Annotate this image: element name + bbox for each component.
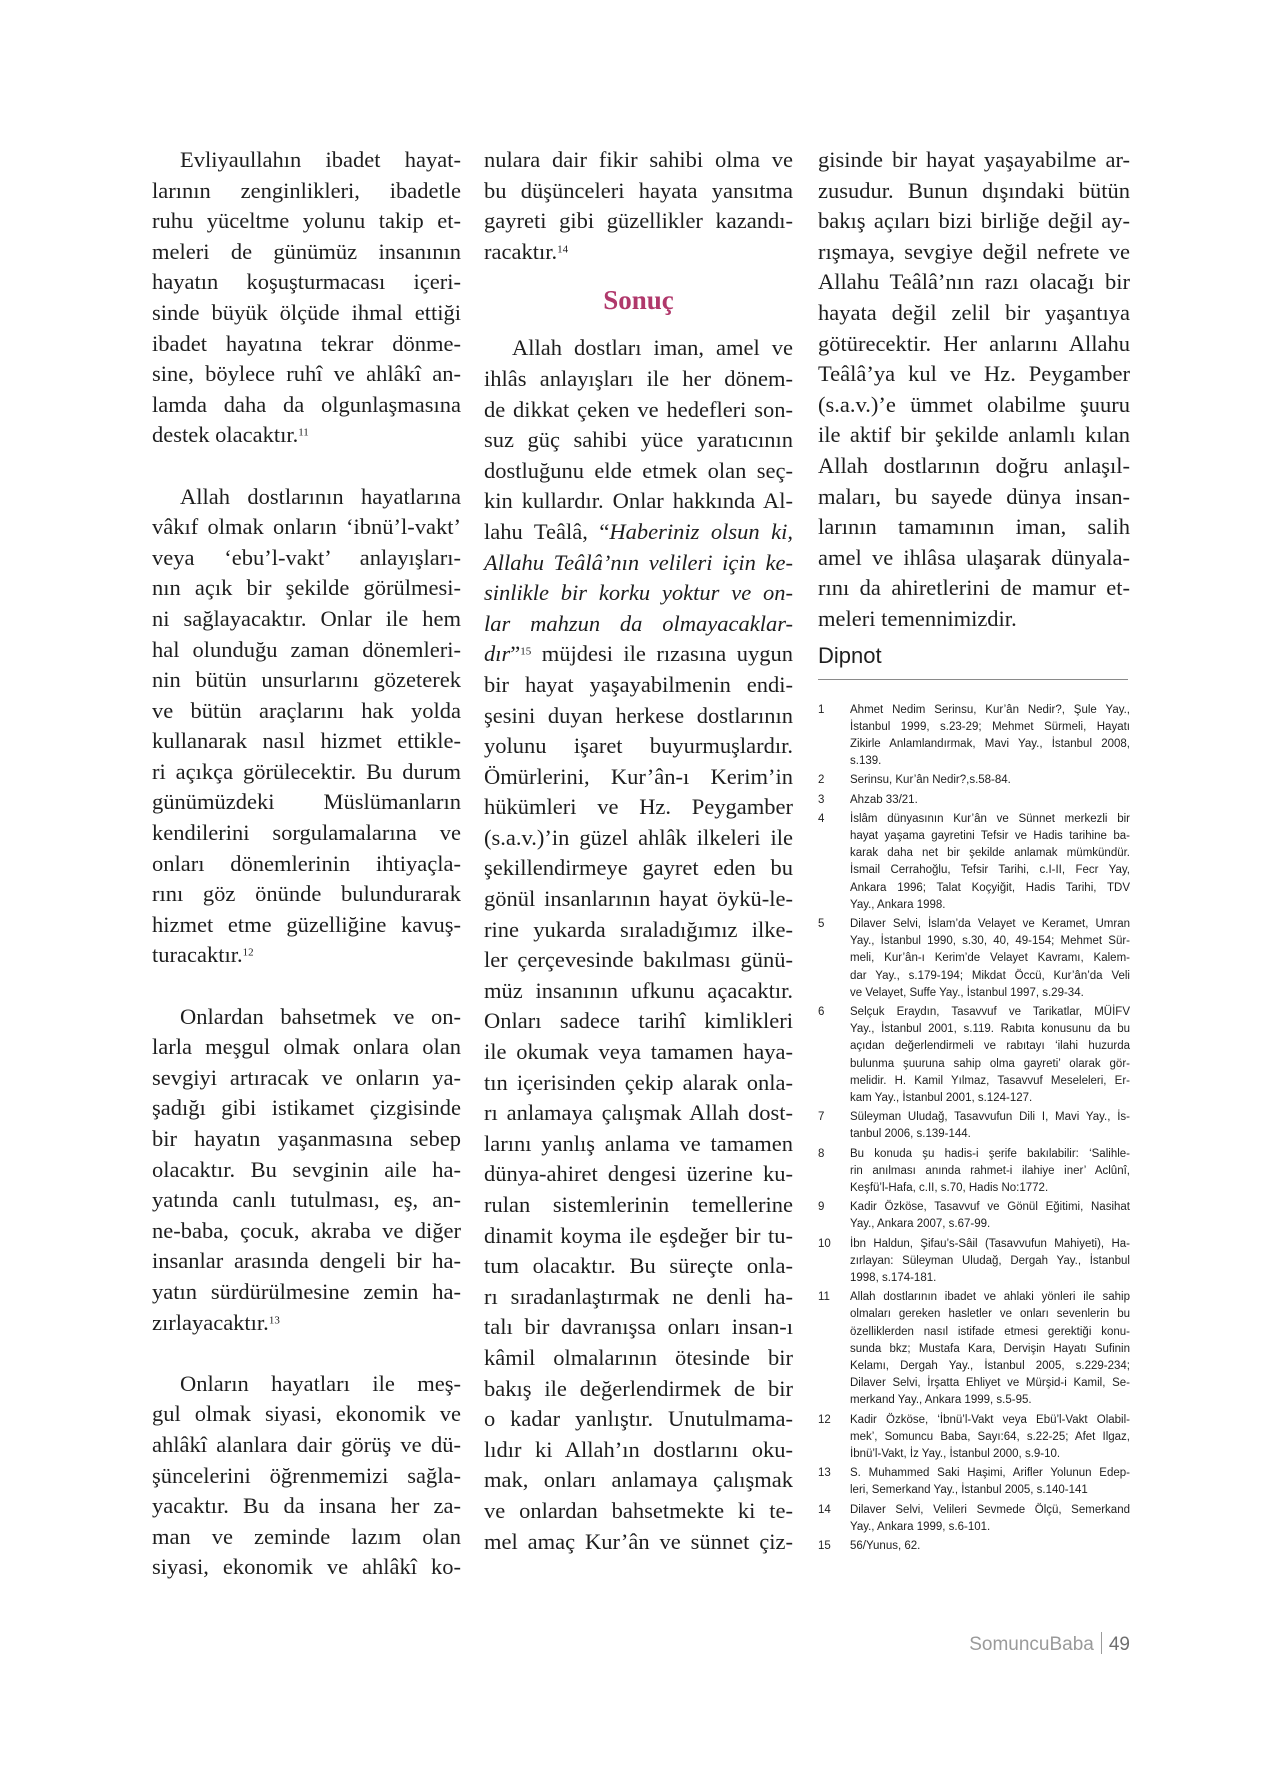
- footnote-number: 4: [818, 812, 825, 825]
- text-line: sinlikle bir korku yoktur ve on-: [484, 580, 793, 606]
- footnote: 7 Süleyman Uludağ, Tasavvufun Dili I, Mavi Yay., İs- tanbul 2006, s.139-144.: [818, 1111, 1130, 1141]
- footnote-number: 1: [818, 703, 825, 716]
- text-line: olacaktır. Bu sevginin aile ha-: [152, 1156, 461, 1182]
- text-line: hayatın koşuşturmacası içeri-: [152, 269, 461, 295]
- footnote-number: 7: [818, 1111, 825, 1124]
- page-number: 49: [1108, 1634, 1130, 1655]
- text-line: ihlâs anlayışları ile her dönem-: [484, 365, 793, 391]
- text-line: racaktır.$^{14}$: [484, 238, 569, 264]
- footnote-ref: 11: [298, 426, 309, 439]
- text-line: ahlâkî alanlara dair görüş ve dü-: [152, 1431, 461, 1457]
- footnote: 14 Dilaver Selvi, Velileri Sevmede Ölçü, Semerkand Yay., Ankara 1999, s.6-101.: [818, 1503, 1130, 1533]
- text-line: ne-baba, çocuk, akraba ve diğer: [152, 1217, 461, 1243]
- text-line: Allah dostları iman, amel ve: [512, 335, 793, 361]
- footnote-ref: 14: [557, 243, 569, 256]
- text-line: man ve zeminde lazım olan: [152, 1523, 461, 1549]
- text-line: (s.a.v.)’e ümmet olabilme şuuru: [818, 391, 1130, 417]
- text-line: larını yanlış anlama ve tamamen: [484, 1130, 793, 1156]
- footnote-number: 9: [818, 1201, 825, 1214]
- footnote-number: 14: [818, 1503, 831, 1516]
- text-line: yatın sürdürülmesine zemin ha-: [152, 1278, 461, 1304]
- footnote: 13 S. Muhammed Saki Haşimi, Arifler Yolunun Edep- leri, Semerkand Yay., İstanbul 2005, s.140-141: [818, 1467, 1130, 1497]
- text-line: götürecektir. Her anlarını Allahu: [818, 330, 1130, 356]
- footnote-ref: 15: [520, 645, 532, 658]
- text-line: ile aktif bir şekilde anlamlı kılan: [818, 422, 1130, 448]
- footnote: 8 Bu konuda şu hadis-i şerife bakılabilir: ‘Salihle- rin anılması anında rahmet-i ilahiye iner’ Aclûnî, Keşfü’l-Hafa, c.II, s.70, Hadis No:1772.: [818, 1147, 1130, 1194]
- text-line: meleri de günümüz insanının: [152, 238, 461, 264]
- text-line: Allahu Teâlâ’nın razı olacağı bir: [818, 269, 1130, 295]
- text-line: ri açıkça görülecektir. Bu durum: [152, 758, 461, 784]
- text-line: hükümleri ve Hz. Peygamber: [484, 794, 793, 820]
- text-line: bakış açıları bizi birliğe değil ay-: [818, 208, 1130, 234]
- text-line: dır”$^{15}$ müjdesi ile rızasına uygun: [484, 641, 793, 667]
- footnote-number: 6: [818, 1005, 825, 1018]
- magazine-name: SomuncuBaba: [969, 1634, 1094, 1655]
- footer-divider: [1101, 1632, 1102, 1654]
- text-line: hizmet etme güzelliğine kavuş-: [152, 911, 461, 937]
- text-line: hal olunduğu zaman dönemleri-: [152, 636, 461, 662]
- footnote-number: 5: [818, 917, 825, 930]
- text-line: lar mahzun da olmayacaklar-: [484, 610, 793, 636]
- text-line: Teâlâ’ya kul ve Hz. Peygamber: [818, 361, 1130, 387]
- text-line: zırlayacaktır.$^{13}$: [152, 1309, 280, 1335]
- text-line: amel ve ihlâsa ulaşarak dünyala-: [818, 544, 1130, 570]
- text-line: lamda daha da olgunlaşmasına: [152, 391, 461, 417]
- text-line: rını göz önünde bulundurarak: [152, 881, 461, 907]
- footnote-number: 11: [818, 1291, 830, 1304]
- text-line: ni sağlayacaktır. Onlar ile hem: [152, 605, 461, 631]
- footnote: 4 İslâm dünyasının Kur’ân ve Sünnet merkezli bir hayat yaşama gayretini Tefsir ve Hadis tarihine ba- karak daha net bir şekilde anlamak mümkündür. İsmail Cerrahoğlu, Tefsir Tarihi, c.I-II, Fecr Yay, Ankara 1996; Talat Koçyiğit, Hadis Tarihi, TDV Yay., Ankara 1998.: [818, 812, 1130, 911]
- text-line: gönül insanlarının hayat öykü-le-: [484, 886, 793, 912]
- text-line: ve bütün araçlarını hak yolda: [152, 697, 461, 723]
- text-line: Allah dostlarının doğru anlaşıl-: [818, 452, 1130, 478]
- text-line: dostluğunu elde etmek olan seç-: [484, 457, 793, 483]
- text-line: nın açık bir şekilde görülmesi-: [152, 575, 461, 601]
- text-line: lahu Teâlâ, “Haberiniz olsun ki,: [484, 518, 794, 544]
- footnote-number: 2: [818, 774, 825, 787]
- text-line: rını da ahiretlerini de mamur et-: [818, 575, 1130, 601]
- text-line: insanlar arasında dengeli bir ha-: [152, 1248, 461, 1274]
- text-line: rışmaya, sevgiye değil nefrete ve: [818, 238, 1130, 264]
- text-line: tum olacaktır. Bu süreçte onla-: [484, 1253, 793, 1279]
- text-line: günümüzdeki Müslümanların: [152, 789, 461, 815]
- text-line: ile okumak veya tamamen haya-: [484, 1039, 793, 1065]
- text-line: (s.a.v.)’in güzel ahlâk ilkeleri ile: [484, 824, 793, 850]
- text-line: de dikkat çeken ve hedefleri son-: [484, 396, 793, 422]
- text-line: maları, bu sayede dünya insan-: [818, 483, 1130, 509]
- text-line: bu düşünceleri hayata yansıtma: [484, 177, 793, 203]
- text-line: bir hayatın yaşanmasına sebep: [152, 1126, 461, 1151]
- text-line: meleri temennimizdir.: [818, 605, 1017, 631]
- text-line: Allah dostlarının hayatlarına: [180, 483, 461, 509]
- footnotes-title: Dipnot: [818, 642, 882, 668]
- text-line: Evliyaullahın ibadet hayat-: [180, 147, 461, 172]
- footnote-ref: 13: [268, 1313, 280, 1326]
- text-line: siyasi, ekonomik ve ahlâkî ko-: [152, 1554, 461, 1580]
- text-line: gul olmak siyasi, ekonomik ve: [152, 1401, 461, 1427]
- text-line: kullanarak nasıl hizmet ettikle-: [152, 728, 461, 754]
- text-line: Ömürlerini, Kur’ân-ı Kerim’in: [484, 763, 793, 789]
- column-3: [818, 145, 1130, 1557]
- text-line: nulara dair fikir sahibi olma ve: [484, 147, 793, 172]
- text-line: dünya-ahiret dengesi üzerine ku-: [484, 1161, 793, 1187]
- footnote: 12 Kadir Özköse, ‘İbnü’l-Vakt veya Ebü’l-Vakt Olabil- mek’, Somuncu Baba, Sayı:64, s.22-25; Afet Ilgaz, İbnü’l-Vakt, İz Yay., İstanbul 2000, s.9-10.: [818, 1413, 1130, 1461]
- footnote: 5 Dilaver Selvi, İslam’da Velayet ve Keramet, Umran Yay., İstanbul 1990, s.30, 40, 49-154; Mehmet Sür- meli, Kur’ân-ı Kerim’de Velayet Kavramı, Kalem- dar Yay., s.179-194; Mikdat Öccü, Kur’ân’da Veli ve Velayet, Suffe Yay., İstanbul 1997, s.29-34.: [818, 917, 1130, 999]
- text-line: sine, böylece ruhî ve ahlâkî an-: [152, 361, 461, 387]
- text-line: müz insanının ufkunu açacaktır.: [484, 977, 793, 1003]
- footnote: 15 56/Yunus, 62.: [818, 1538, 1130, 1555]
- text-line: ruhu yüceltme yolunu takip et-: [152, 208, 461, 234]
- text-line: Allahu Teâlâ’nın velileri için ke-: [484, 549, 793, 575]
- footnote-ref: 12: [242, 946, 254, 959]
- text-line: gayreti gibi güzellikler kazandı-: [484, 208, 793, 234]
- column-2: [484, 145, 793, 1557]
- text-line: larla meşgul olmak onlara olan: [152, 1034, 461, 1060]
- text-line: turacaktır.$^{12}$: [152, 942, 254, 968]
- text-line: kâmil olmalarının ötesinde bir: [484, 1344, 793, 1370]
- footnote-list: [818, 702, 1130, 1556]
- text-line: bir hayat yaşayabilmenin endi-: [484, 671, 793, 697]
- footnote: 9 Kadir Özköse, Tasavvuf ve Gönül Eğitimi, Nasihat Yay., Ankara 2007, s.67-99.: [818, 1201, 1130, 1231]
- section-heading: Sonuç: [603, 285, 674, 316]
- footnote-number: 10: [818, 1237, 831, 1250]
- page-footer: [930, 1630, 1130, 1660]
- footnote: 6 Selçuk Eraydın, Tasavvuf ve Tarikatlar, MÜİFV Yay., İstanbul 2001, s.119. Rabıta konusunu da bu açıdan değerlendirmeli ve rabıtayı ‘ilahi huzurda bulunma şuuruna sahip olma gayreti’ olarak gör- melidir. H. Kamil Yılmaz, Tasavvuf Meseleleri, Er- kam Yay., İstanbul 2001, s.124-127.: [818, 1005, 1130, 1104]
- text-line: suz güç sahibi yüce yaratıcının: [484, 427, 793, 453]
- text-line: vâkıf olmak onların ‘ibnü’l-vakt’: [152, 514, 461, 540]
- text-line: şekillendirmeye gayret eden bu: [484, 855, 793, 881]
- text-line: o kadar yanlıştır. Unutulmama-: [484, 1406, 793, 1432]
- text-line: yacaktır. Bu da insana her za-: [152, 1493, 461, 1519]
- text-line: talı bir davranışsa onları insan-ı: [484, 1314, 793, 1340]
- text-line: larının zenginlikleri, ibadetle: [152, 177, 461, 203]
- text-line: larının tamamının iman, salih: [818, 514, 1130, 540]
- text-line: mak, onları anlamaya çalışmak: [484, 1467, 793, 1493]
- text-line: şüncelerini öğrenmemizi sağla-: [152, 1462, 461, 1488]
- text-line: ler çerçevesinde bakılması günü-: [484, 947, 793, 973]
- text-line: mel amaç Kur’ân ve sünnet çiz-: [484, 1528, 793, 1554]
- text-line: gisinde bir hayat yaşayabilme ar-: [818, 147, 1130, 172]
- footnote-number: 13: [818, 1467, 831, 1480]
- text-line: kin kullardır. Onlar hakkında Al-: [484, 488, 793, 514]
- text-line: Onların hayatları ile meş-: [180, 1370, 461, 1396]
- text-line: rulan sistemlerinin temellerine: [484, 1192, 793, 1217]
- text-line: yatında canlı tutulması, eş, an-: [152, 1187, 461, 1213]
- text-line: rı sıradanlaştırmak ne denli ha-: [484, 1283, 793, 1309]
- footnote: 3 Ahzab 33/21.: [818, 792, 1130, 809]
- text-line: destek olacaktır.$^{11}$: [152, 422, 309, 448]
- text-line: kendilerini sorgulamalarına ve: [152, 820, 461, 846]
- footnote-number: 8: [818, 1147, 825, 1160]
- footnotes-divider: [818, 679, 1128, 680]
- text-line: Onları sadece tarihî kimlikleri: [484, 1008, 793, 1034]
- footnote: 11 Allah dostlarının ibadet ve ahlaki yönleri ile sahip olmaları gereken hasletler ve onları sevenlerin bu özelliklerden nasıl istifade etmesi gerektiği konu- sunda bkz; Mustafa Kara, Dervişin Hayatı Sufinin Kelamı, Dergah Yay., İstanbul 2005, s.229-234; Dilaver Selvi, İrşatta Ehliyet ve Mürşid-i Kamil, Se- merkand Yay., Ankara 1999, s.5-95.: [818, 1291, 1130, 1407]
- column-1: [152, 145, 461, 1583]
- text-line: nin bütün unsurlarını gözeterek: [152, 667, 461, 693]
- text-line: lıdır ki Allah’ın dostlarını oku-: [484, 1436, 793, 1462]
- footnote-number: 3: [818, 793, 825, 806]
- footnote: 10 İbn Haldun, Şifau’s-Sâil (Tasavvufun Mahiyeti), Ha- zırlayan: Süleyman Uludağ, Dergah Yay., İstanbul 1998, s.174-181.: [818, 1237, 1130, 1284]
- footnote: 2 Serinsu, Kur’ân Nedir?,s.58-84.: [818, 772, 1130, 789]
- text-line: onları dönemlerinin ihtiyaçla-: [152, 850, 461, 876]
- text-line: bakış ile değerlendirmek de bir: [484, 1375, 793, 1401]
- text-line: ve onlardan bahsetmekte ki te-: [484, 1497, 793, 1523]
- text-line: rı anlamaya çalışmak Allah dost-: [484, 1100, 793, 1126]
- text-line: tın içerisinden çekip alarak onla-: [484, 1069, 793, 1095]
- footnote-number: 15: [818, 1540, 831, 1553]
- text-line: sevgiyi artıracak ve onların ya-: [152, 1064, 461, 1090]
- text-line: veya ‘ebu’l-vakt’ anlayışları-: [152, 544, 461, 570]
- text-line: zusudur. Bunun dışındaki bütün: [818, 177, 1130, 203]
- text-line: yolunu işaret buyurmuşlardır.: [484, 733, 793, 759]
- text-line: sinde büyük ölçüde ihmal ettiği: [152, 299, 461, 325]
- text-line: ibadet hayatına tekrar dönme-: [152, 330, 461, 356]
- text-line: şadığı gibi istikamet çizgisinde: [152, 1095, 461, 1121]
- footnote-number: 12: [818, 1413, 831, 1426]
- text-line: hayata değil zelil bir yaşantıya: [818, 299, 1130, 325]
- footnote: 1 Ahmet Nedim Serinsu, Kur’ân Nedir?, Şule Yay., İstanbul 1999, s.23-29; Mehmet Sürmeli, Hayatı Zikirle Anlamlandırmak, Mavi Yay., İstanbul 2008, s.139.: [818, 703, 1130, 768]
- text-line: dinamit koyma ile eşdeğer bir tu-: [484, 1222, 793, 1248]
- text-line: şesini duyan herkese dostlarının: [484, 702, 793, 728]
- text-line: rine yukarda sıraladığımız ilke-: [484, 916, 793, 942]
- text-line: Onlardan bahsetmek ve on-: [180, 1003, 461, 1029]
